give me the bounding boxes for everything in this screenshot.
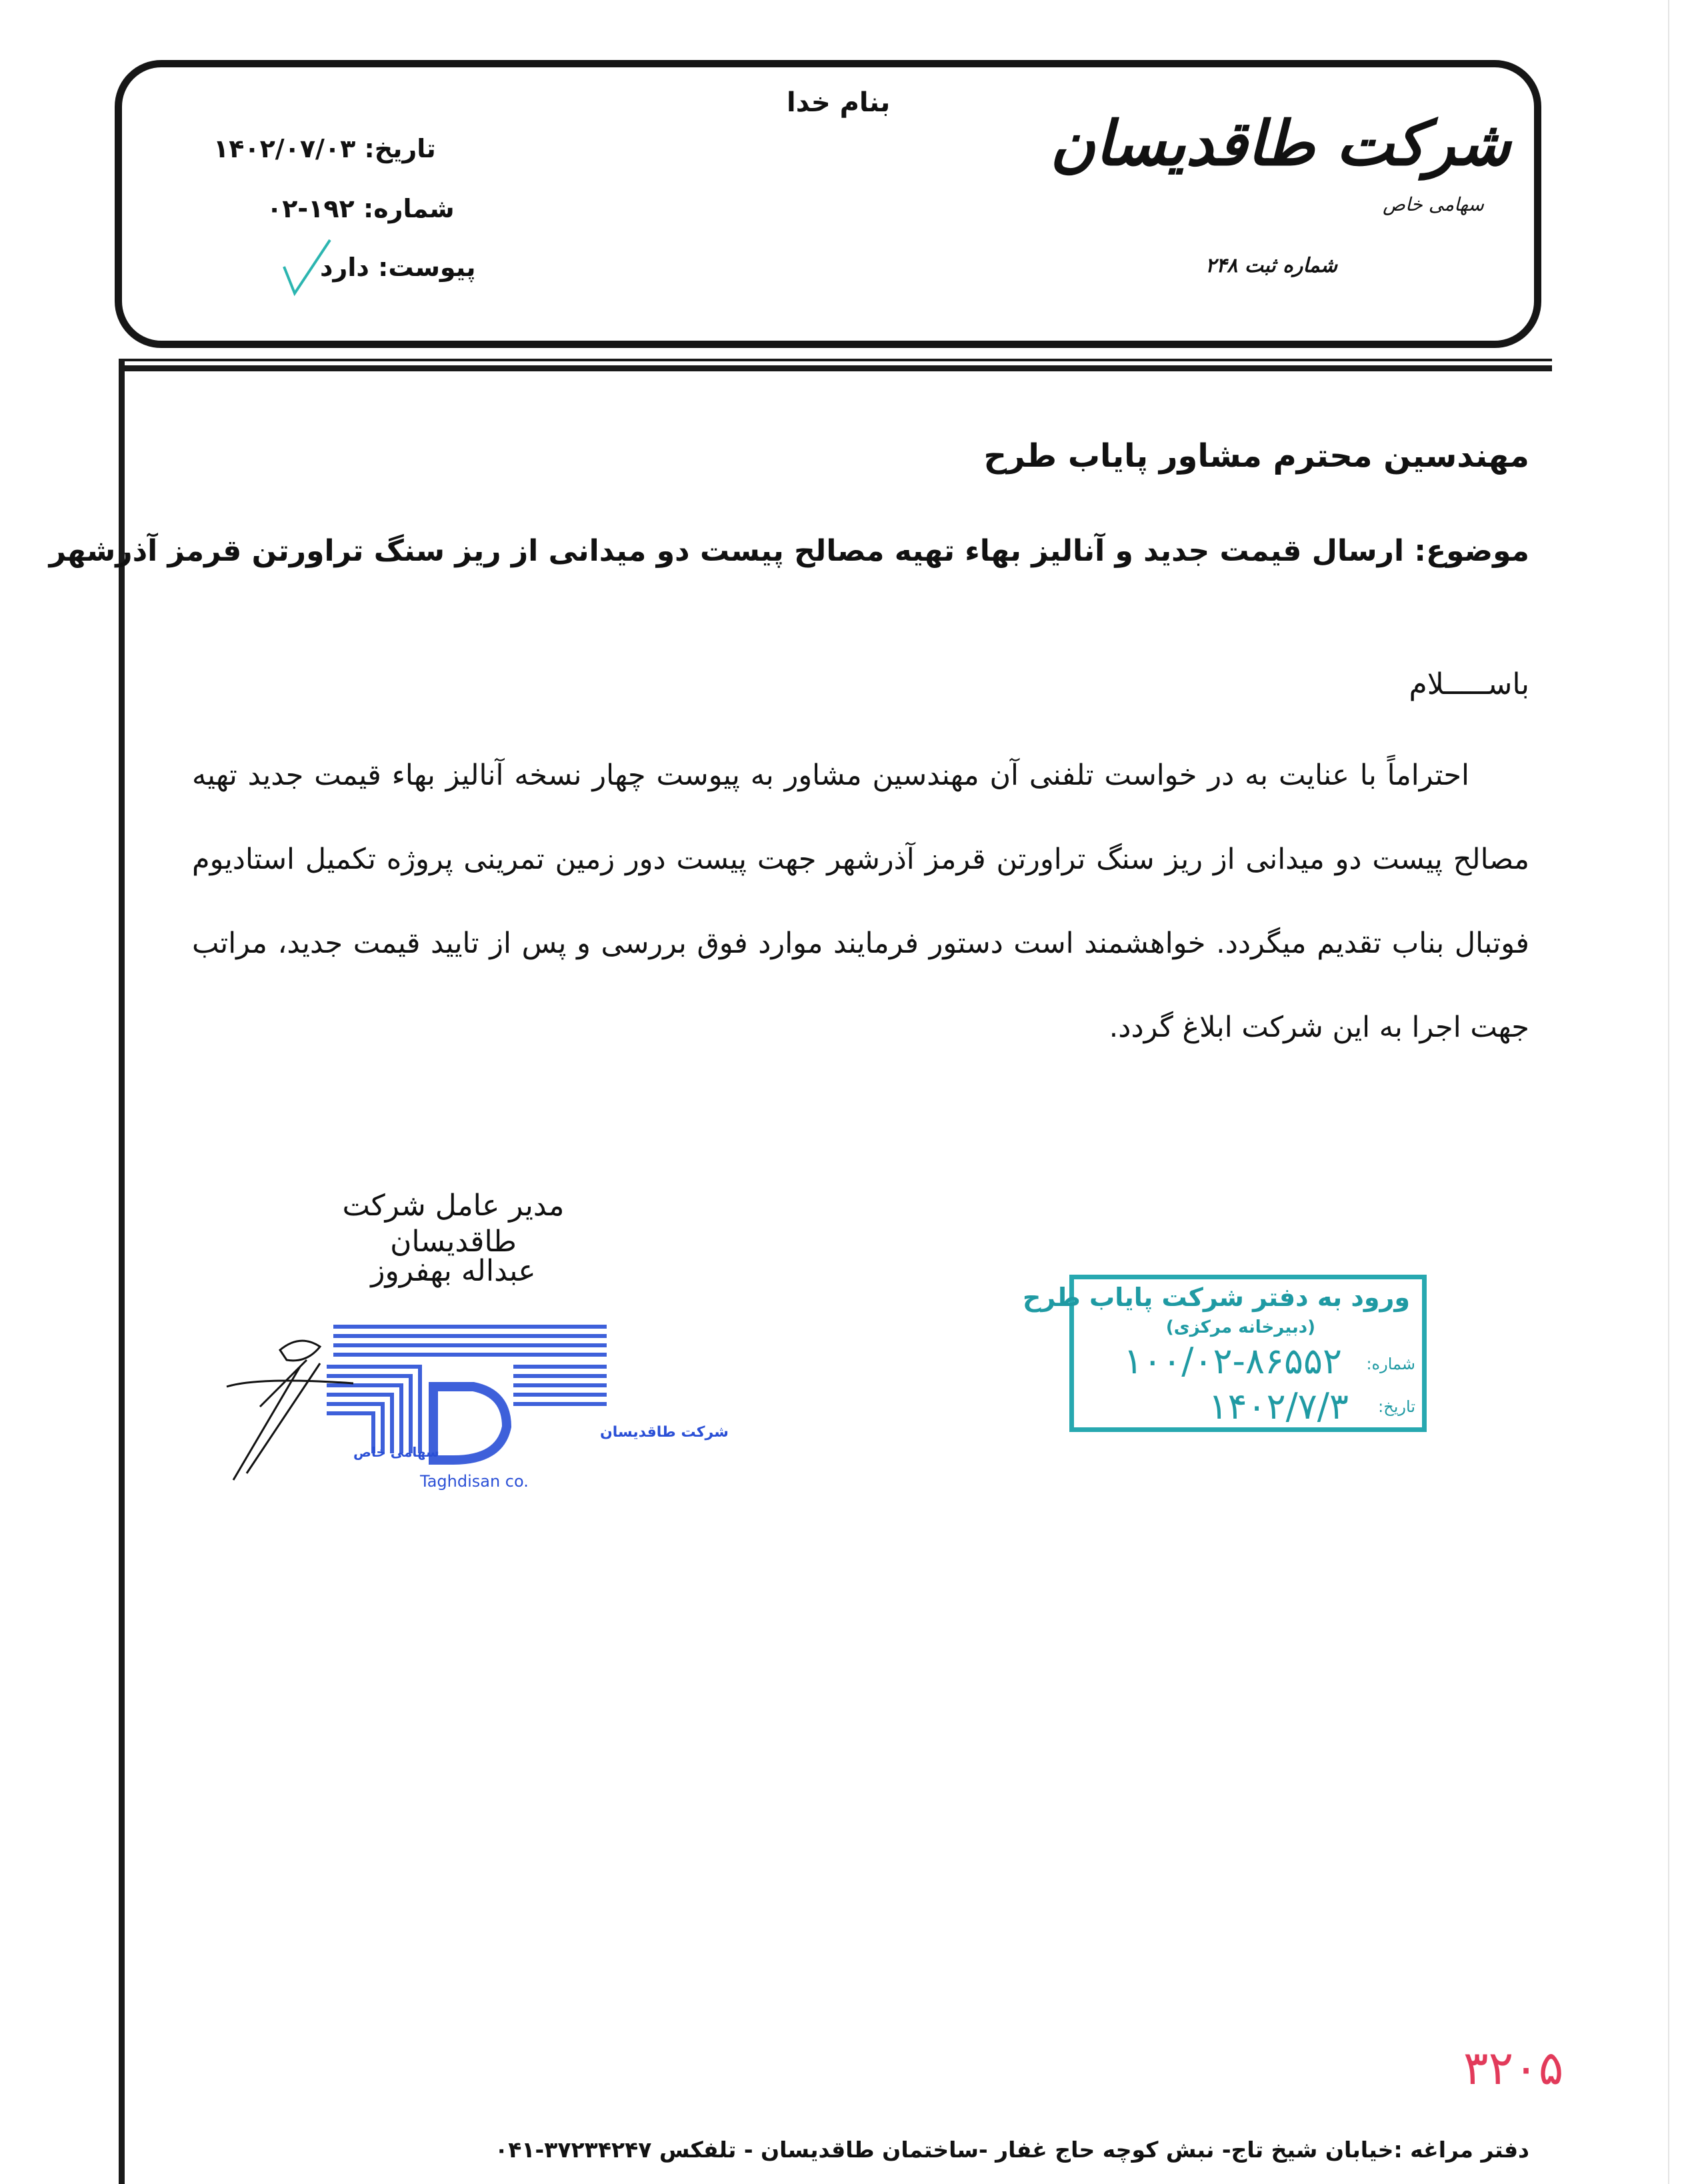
signatory-name: عبداله بهفروز [371, 1254, 536, 1288]
letter-date [213, 133, 436, 164]
stamp-number-label: شماره: [1366, 1355, 1415, 1373]
handwritten-signature [227, 1341, 353, 1480]
stamp-date-label: تاریخ: [1378, 1397, 1415, 1416]
number-label: شماره: [363, 194, 455, 223]
handwritten-annotation: ۳۲۰۵ [1463, 2041, 1564, 2095]
page-edge [1668, 0, 1669, 2184]
attachment-value: دارد [320, 253, 369, 282]
footer-address: دفتر مراغه :خیابان شیخ تاج- نبش کوچه حاج غفار -ساختمان طاقدیسان - تلفکس ۳۷۲۳۴۲۴۷-۰۴۱ [495, 2137, 1529, 2163]
greeting: باســـــلام [1409, 667, 1529, 701]
letter-body: احتراماً با عنایت به در خواست تلفنی آن مهندسین مشاور به پیوست چهار نسخه آنالیز بهاء قیمت جدید تهیه مصالح پیست دو میدانی از ریز سنگ تراورتن قرمز آذرشهر جهت پیست دور زمین تمرینی پروژه تکمیل استادیوم فوتبال بناب تقدیم میگردد. خواهشمند است دستور فرمایند موارد فوق بررسی و پس از تایید قیمت جدید، مراتب جهت اجرا به این شرکت ابلاغ گردد. [192, 759, 1529, 1044]
signatory-title: مدیر عامل شرکت طاقدیسان [342, 1189, 565, 1259]
seal-text: سهامی خاص [353, 1444, 439, 1460]
basmala: بنام خدا [787, 87, 891, 118]
company-seal [220, 1307, 729, 1493]
company-type: سهامی خاص [1383, 193, 1484, 215]
frame-divider [119, 359, 1552, 361]
company-registration: شماره ثبت ۲۴۸ [1205, 254, 1337, 277]
recipient: مهندسین محترم مشاور پایاب طرح [983, 437, 1529, 475]
checkmark-icon [280, 237, 333, 297]
frame-left-border [119, 360, 125, 2184]
stamp-title: ورود به دفتر شرکت پایاب طرح [1022, 1283, 1410, 1312]
letter-number [267, 193, 455, 224]
company-logo-name: شرکت طاقدیسان [1050, 107, 1511, 179]
seal-text: شرکت طاقدیسان [600, 1424, 729, 1441]
receipt-stamp [1022, 1275, 1427, 1432]
subject: موضوع: ارسال قیمت جدید و آنالیز بهاء تهیه مصالح پیست دو میدانی از ریز سنگ تراورتن قرمز آذرشهر [49, 534, 1529, 568]
seal-text: Taghdisan co. [420, 1472, 529, 1491]
number-value: ۱۹۲-۰۲ [267, 194, 355, 223]
stamp-date-value: ۱۴۰۲/۷/۳ [1208, 1385, 1349, 1427]
date-label: تاریخ: [364, 134, 436, 163]
letter-attachment [320, 252, 476, 283]
stamp-subtitle: (دبیرخانه مرکزی) [1165, 1317, 1315, 1337]
stamp-number-value: ۱۰۰/۰۲-۸۶۵۵۲ [1123, 1340, 1342, 1382]
frame-divider [119, 365, 1552, 371]
date-value: ۱۴۰۲/۰۷/۰۳ [213, 134, 356, 163]
attachment-label: پیوست: [378, 253, 476, 282]
